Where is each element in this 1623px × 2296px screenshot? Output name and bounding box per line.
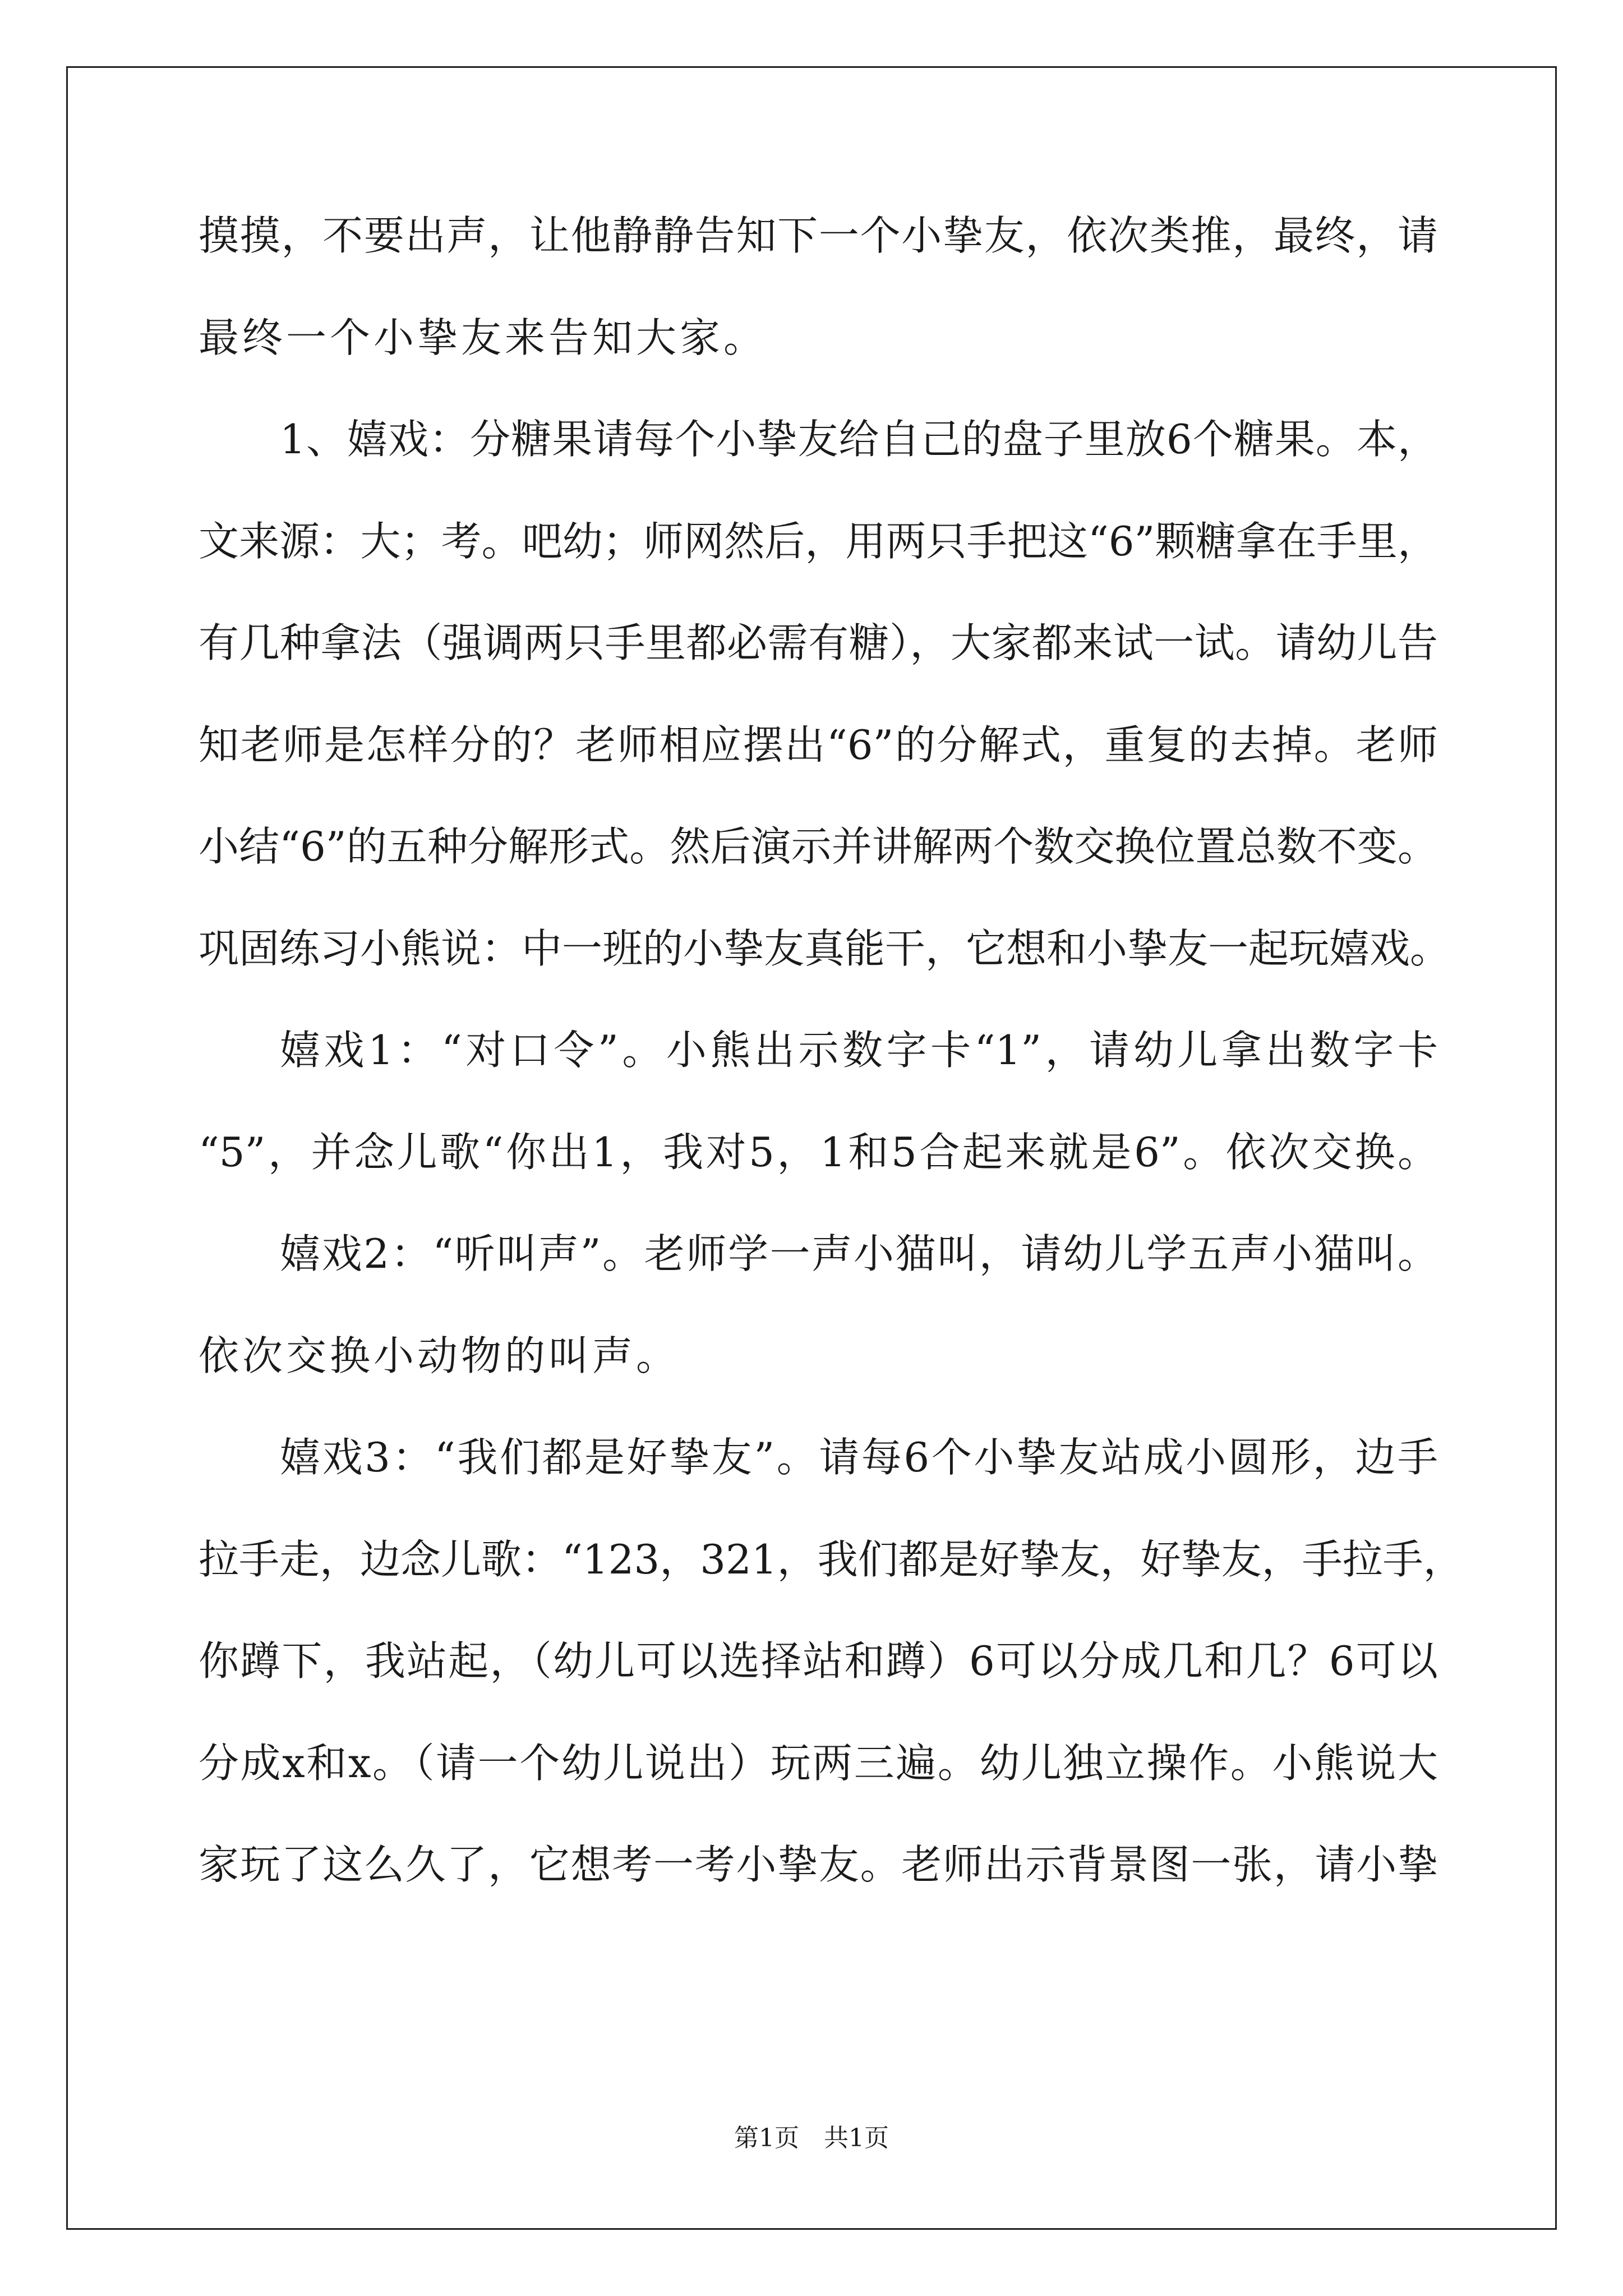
text-line: 1、嬉戏：分糖果请每个小挚友给自己的盘子里放6个糖果。本， xyxy=(280,416,1438,463)
text-line: “5”，并念儿歌“你出1，我对5，1和5合起来就是6”。依次交换。 xyxy=(199,1128,1438,1176)
text-line: 家玩了这么久了，它想考一考小挚友。老师出示背景图一张，请小挚 xyxy=(199,1841,1438,1888)
page-footer: 第1页 共1页 xyxy=(734,2124,889,2152)
text-line: 巩固练习小熊说：中一班的小挚友真能干，它想和小挚友一起玩嬉戏。 xyxy=(199,924,1451,972)
text-line: 知老师是怎样分的？老师相应摆出“6”的分解式，重复的去掉。老师 xyxy=(199,721,1438,769)
text-line: 嬉戏2：“听叫声”。老师学一声小猫叫，请幼儿学五声小猫叫。 xyxy=(280,1230,1438,1277)
text-line: 文来源：大；考。吧幼；师网然后，用两只手把这“6”颗糖拿在手里， xyxy=(199,517,1438,565)
text-line: 依次交换小动物的叫声。 xyxy=(199,1332,680,1379)
document-body xyxy=(199,208,1464,1939)
text-line: 摸摸，不要出声，让他静静告知下一个小挚友，依次类推，最终，请 xyxy=(199,212,1438,259)
text-line: 拉手走，边念儿歌：“123，321，我们都是好挚友，好挚友，手拉手， xyxy=(199,1535,1464,1583)
text-line: 嬉戏3：“我们都是好挚友”。请每6个小挚友站成小圆形，边手 xyxy=(280,1434,1438,1481)
text-line: 分成x和x。（请一个幼儿说出）玩两三遍。幼儿独立操作。小熊说大 xyxy=(199,1739,1438,1787)
text-line: 小结“6”的五种分解形式。然后演示并讲解两个数交换位置总数不变。 xyxy=(199,823,1438,870)
text-line: 最终一个小挚友来告知大家。 xyxy=(199,314,768,361)
text-line: 你蹲下，我站起，（幼儿可以选择站和蹲）6可以分成几和几？6可以 xyxy=(199,1637,1438,1685)
text-line: 有几种拿法（强调两只手里都必需有糖），大家都来试一试。请幼儿告 xyxy=(199,619,1438,666)
text-line: 嬉戏1：“对口令”。小熊出示数字卡“1”，请幼儿拿出数字卡 xyxy=(280,1027,1438,1074)
